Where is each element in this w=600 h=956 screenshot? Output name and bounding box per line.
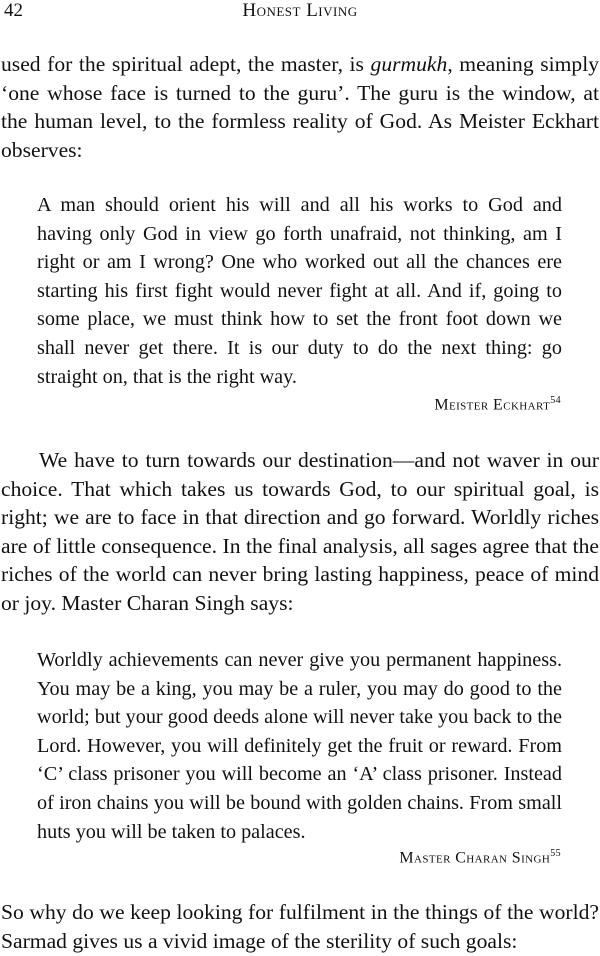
- running-title: Honest Living: [242, 0, 358, 21]
- term-gurmukh: gurmukh: [370, 52, 448, 76]
- block-quote-eckhart: A man should orient his will and all his works to God and having only God in view go forth unafraid, not thinking, am I right or am I wrong? One who worked out all the chances ere starting his first fight would never fight at all. And if, going to some place, we must think how to set the front foot down we shall never get there. It is our duty to do the next thing: go straight on, that is the right way.: [37, 194, 562, 388]
- page-header: [4, 0, 596, 26]
- paragraph-destination: We have to turn towards our destination—and not waver in our choice. That which takes us towards God, to our spiritual goal, is right; we are to face in that direction and go forward. Worldly riches are of little consequence. In the final analysis, all sages agree that the riches of the world can never bring lasting happiness, peace of mind or joy. Master Charan Singh says:: [1, 448, 599, 615]
- block-quote-charan-singh: Worldly achievements can never give you permanent happiness. You may be a king, you may be a ruler, you may do good to the world; but your good deeds alone will never take you back to the Lord. However, you will definitely get the fruit or reward. From ‘C’ class prisoner you will become an ‘A’ class prisoner. Instead of iron chains you will be bound with golden chains. From small huts you will be taken to palaces.: [37, 649, 562, 843]
- footnote-marker-54: 54: [550, 395, 561, 406]
- paragraph-gurmukh-lead: used for the spiritual adept, the master, is: [1, 52, 371, 76]
- footnote-marker-55: 55: [550, 848, 561, 859]
- attribution-eckhart-name: Meister Eckhart: [434, 396, 551, 414]
- paragraph-gurmukh-rest: , meaning simply ‘one whose face is turned to the guru’. The guru is the window, at the human level, to the formless reality of God. As Meister Eckhart observes:: [1, 52, 600, 162]
- paragraph-gurmukh: [1, 50, 599, 164]
- attribution-charan-singh-name: Master Charan Singh: [399, 849, 551, 867]
- paragraph-sarmad: So why do we keep looking for fulfilment in the things of the world? Sarmad gives us a vivid image of the sterility of such goals:: [1, 900, 599, 953]
- attribution-charan-singh: [399, 848, 561, 867]
- page-number: 42: [4, 0, 23, 21]
- attribution-eckhart: [434, 395, 561, 414]
